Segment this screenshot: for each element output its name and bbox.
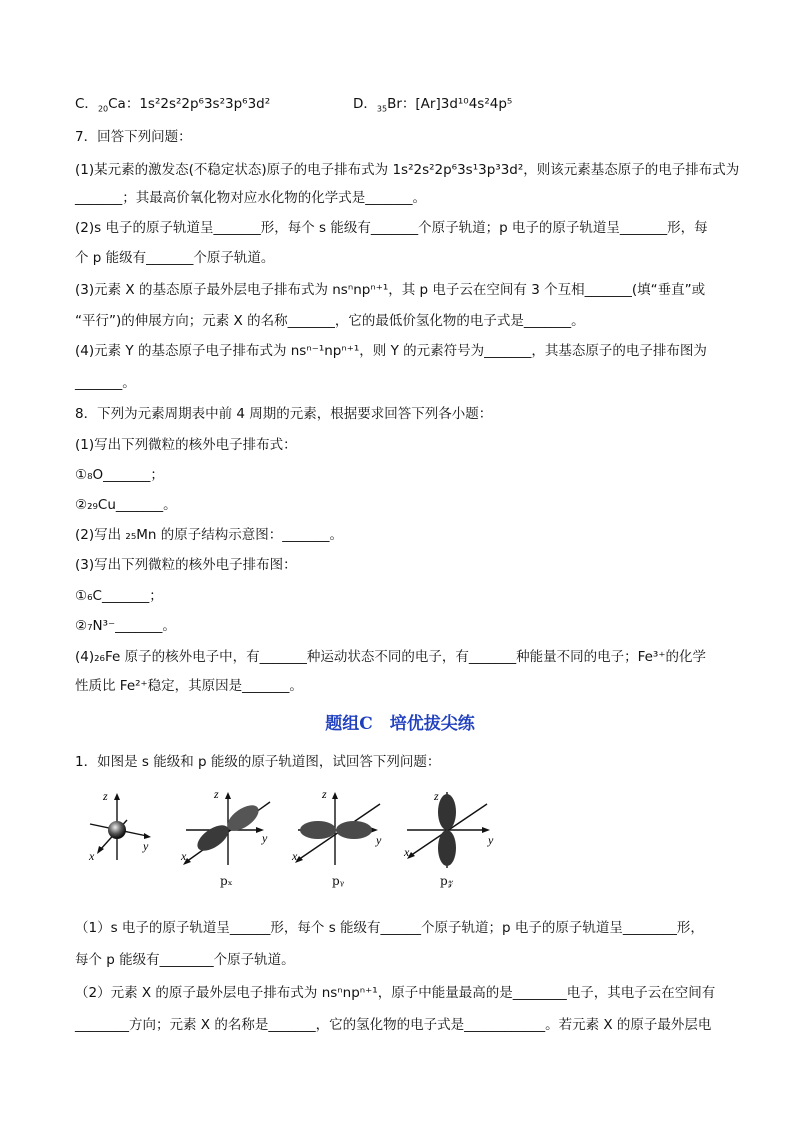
q7-part1-line1: (1)某元素的激发态(不稳定状态)原子的电子排布式为 1s²2s²2p⁶3s¹3p³3d²，则该元素基态原子的电子排布式为 xyxy=(75,162,740,178)
q8-sub1-a: ①₈O_______； xyxy=(75,467,164,483)
py-y-label: y xyxy=(376,833,382,847)
caption-px: pₓ xyxy=(220,874,233,888)
option-c-label: C． xyxy=(75,96,98,112)
q7-part4-line2: _______。 xyxy=(75,375,136,391)
q8-heading: 8．下列为元素周期表中前 4 周期的元素，根据要求回答下列各小题： xyxy=(75,406,493,422)
s-z-label: z xyxy=(103,790,108,803)
py-z-label: z xyxy=(322,790,327,801)
option-d-subscript: 35 xyxy=(376,104,388,114)
q8-sub2: (2)写出 ₂₅Mn 的原子结构示意图：_______。 xyxy=(75,527,343,543)
option-d-text: Br：[Ar]3d¹⁰4s²4p⁵ xyxy=(387,96,513,112)
caption-pz: p𝓏 xyxy=(440,874,454,888)
q7-heading: 7．回答下列问题： xyxy=(75,129,192,145)
q8-sub3: (3)写出下列微粒的核外电子排布图： xyxy=(75,557,297,573)
q8-sub3-b: ②₇N³⁻_______。 xyxy=(75,618,176,634)
px-orbital-figure xyxy=(178,790,278,870)
caption-py: pᵧ xyxy=(332,874,345,888)
q8-sub1: (1)写出下列微粒的核外电子排布式： xyxy=(75,437,297,453)
s-x-label: x xyxy=(89,849,95,863)
q8-sub1-b: ②₂₉Cu_______。 xyxy=(75,497,177,513)
py-x-label: x xyxy=(292,849,298,863)
c1-q2-line1: （2）元素 X 的原子最外层电子排布式为 nsⁿnpⁿ⁺¹，原子中能量最高的是________电子，其电子云在空间有 xyxy=(75,985,716,1001)
option-c-subscript: 20 xyxy=(97,104,109,114)
py-orbital-figure xyxy=(290,790,390,870)
pz-z-label: z xyxy=(434,790,439,803)
c1-heading: 1．如图是 s 能级和 p 能级的原子轨道图，试回答下列问题： xyxy=(75,754,441,770)
c1-q1-line1: （1）s 电子的原子轨道呈______形，每个 s 能级有______个原子轨道；p 电子的原子轨道呈________形， xyxy=(75,920,704,936)
q7-part3-line2: “平行”)的伸展方向；元素 X 的名称_______，它的最低价氢化物的电子式是_______。 xyxy=(75,313,585,329)
s-y-label: y xyxy=(143,839,149,853)
section-title: 题组C 培优拔尖练 xyxy=(325,714,475,734)
q7-part4-line1: (4)元素 Y 的基态原子电子排布式为 nsⁿ⁻¹npⁿ⁺¹，则 Y 的元素符号为_______，其基态原子的电子排布图为 xyxy=(75,343,707,359)
px-x-label: x xyxy=(181,849,187,863)
pz-y-label: y xyxy=(488,833,494,847)
c1-q2-line2: ________方向；元素 X 的名称是_______，它的氢化物的电子式是____________。若元素 X 的原子最外层电 xyxy=(75,1017,712,1033)
option-c-text: Ca：1s²2s²2p⁶3s²3p⁶3d² xyxy=(108,96,271,112)
option-d xyxy=(353,94,512,114)
px-y-label: y xyxy=(262,831,268,845)
s-orbital-figure xyxy=(85,790,160,870)
px-z-label: z xyxy=(214,790,219,801)
option-d-label: D． xyxy=(353,96,377,112)
pz-orbital-figure xyxy=(402,790,502,870)
q8-sub3-a: ①₆C_______； xyxy=(75,588,163,604)
q7-part2-line1: (2)s 电子的原子轨道呈_______形，每个 s 能级有_______个原子轨道；p 电子的原子轨道呈_______形，每 xyxy=(75,220,708,236)
option-c xyxy=(75,94,270,114)
c1-q1-line2: 每个 p 能级有________个原子轨道。 xyxy=(75,952,295,968)
q8-sub4-line1: (4)₂₆Fe 原子的核外电子中，有_______种运动状态不同的电子，有_______种能量不同的电子；Fe³⁺的化学 xyxy=(75,649,706,665)
q8-sub4-line2: 性质比 Fe²⁺稳定，其原因是_______。 xyxy=(75,678,303,694)
q7-part2-line2: 个 p 能级有_______个原子轨道。 xyxy=(75,250,275,266)
q7-part3-line1: (3)元素 X 的基态原子最外层电子排布式为 nsⁿnpⁿ⁺¹，其 p 电子云在空间有 3 个互相_______(填“垂直”或 xyxy=(75,282,706,298)
pz-x-label: x xyxy=(404,845,410,859)
q7-part1-line2: _______；其最高价氧化物对应水化物的化学式是_______。 xyxy=(75,190,426,206)
